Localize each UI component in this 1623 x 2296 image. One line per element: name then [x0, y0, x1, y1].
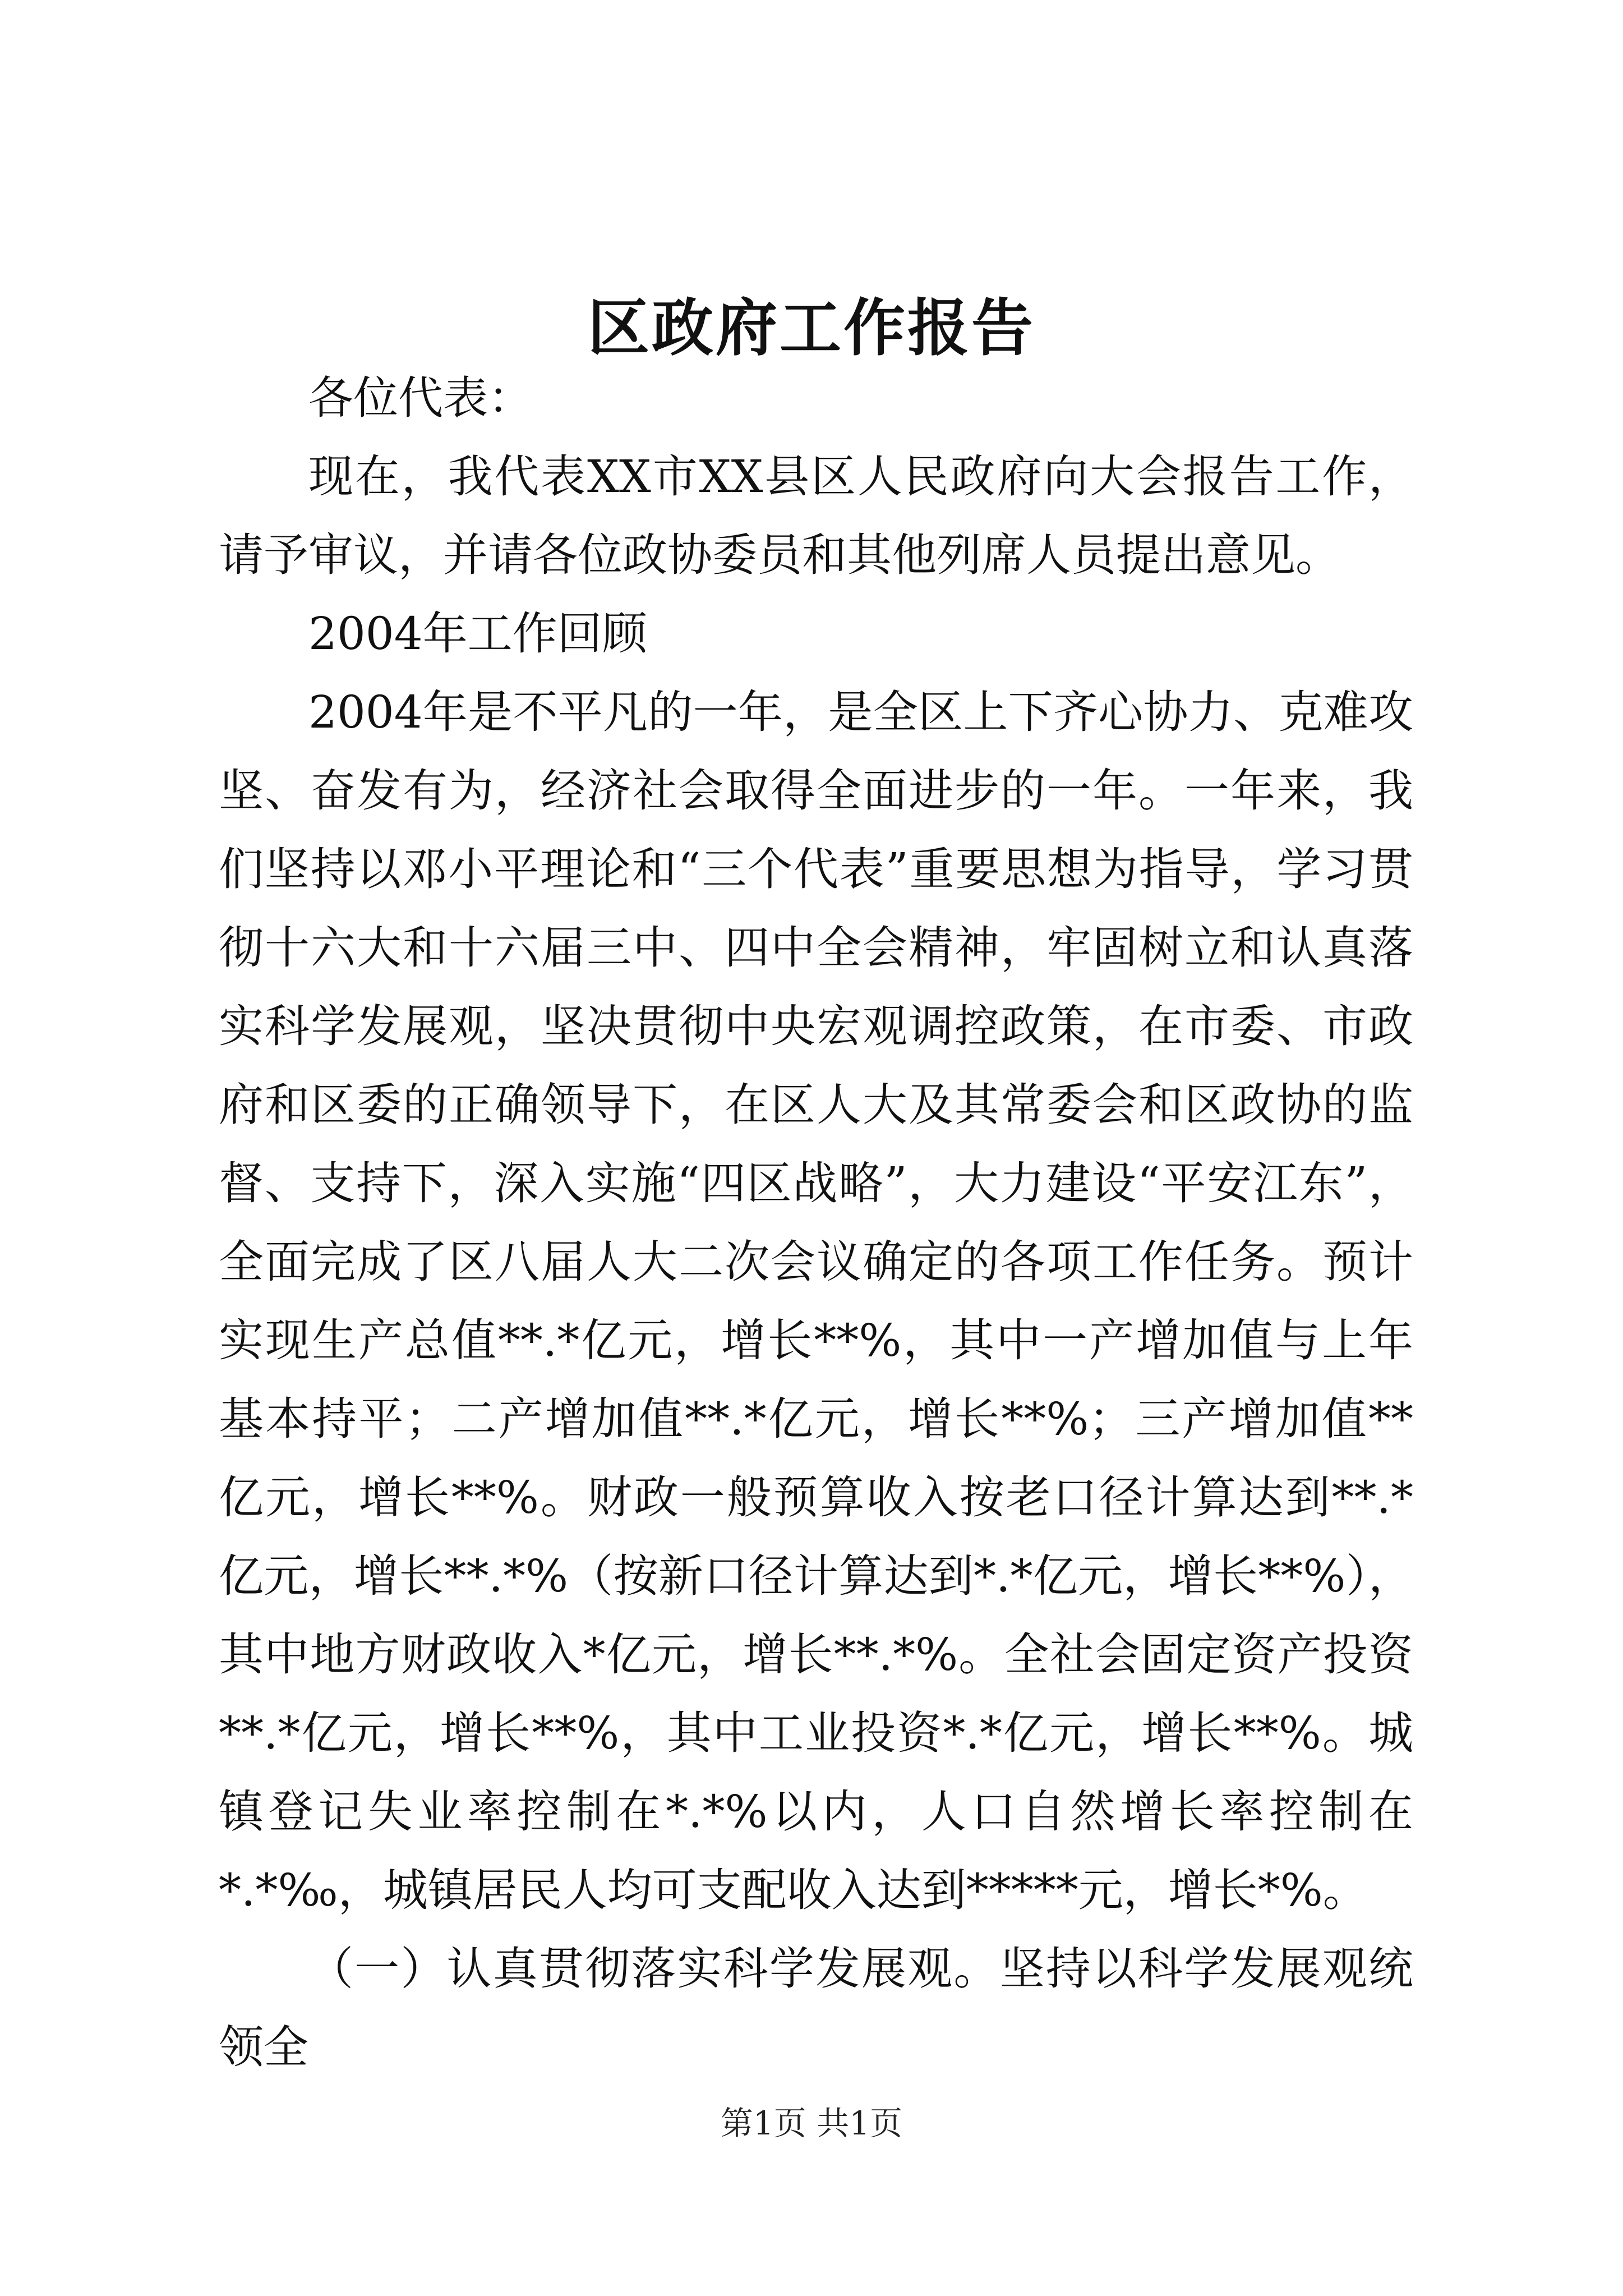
page-footer: 第1页 共1页 [720, 2104, 903, 2142]
salutation-paragraph: 各位代表： [308, 372, 533, 424]
section-heading: 2004年工作回顾 [308, 608, 647, 660]
document-body [219, 359, 1413, 2087]
subsection-paragraph: （一）认真贯彻落实科学发展观。坚持以科学发展观统领全 [219, 1943, 1413, 2073]
review-paragraph: 2004年是不平凡的一年，是全区上下齐心协力、克难攻坚、奋发有为，经济社会取得全面进步的一年。一年来，我们坚持以邓小平理论和“三个代表”重要思想为指导，学习贯彻十六大和十六届三中、四中全会精神，牢固树立和认真落实科学发展观，坚决贯彻中央宏观调控政策，在市委、市政府和区委的正确领导下，在区人大及其常委会和区政协的监督、支持下，深入实施“四区战略”，大力建设“平安江东”，全面完成了区八届人大二次会议确定的各项工作任务。预计实现生产总值**.*亿元，增长**%，其中一产增加值与上年基本持平；二产增加值**.*亿元，增长**%；三产增加值**亿元，增长**%。财政一般预算收入按老口径计算达到**.*亿元，增长**.*%（按新口径计算达到*.*亿元，增长**%），其中地方财政收入*亿元，增长**.*%。全社会固定资产投资**.*亿元，增长**%，其中工业投资*.*亿元，增长**%。城镇登记失业率控制在*.*%以内，人口自然增长率控制在*.*‰，城镇居民人均可支配收入达到*****元，增长*%。 [219, 686, 1413, 1916]
page-title: 区政府工作报告 [588, 292, 1035, 364]
opening-paragraph: 现在，我代表XX市XX县区人民政府向大会报告工作，请予审议，并请各位政协委员和其他列席人员提出意见。 [219, 450, 1413, 581]
